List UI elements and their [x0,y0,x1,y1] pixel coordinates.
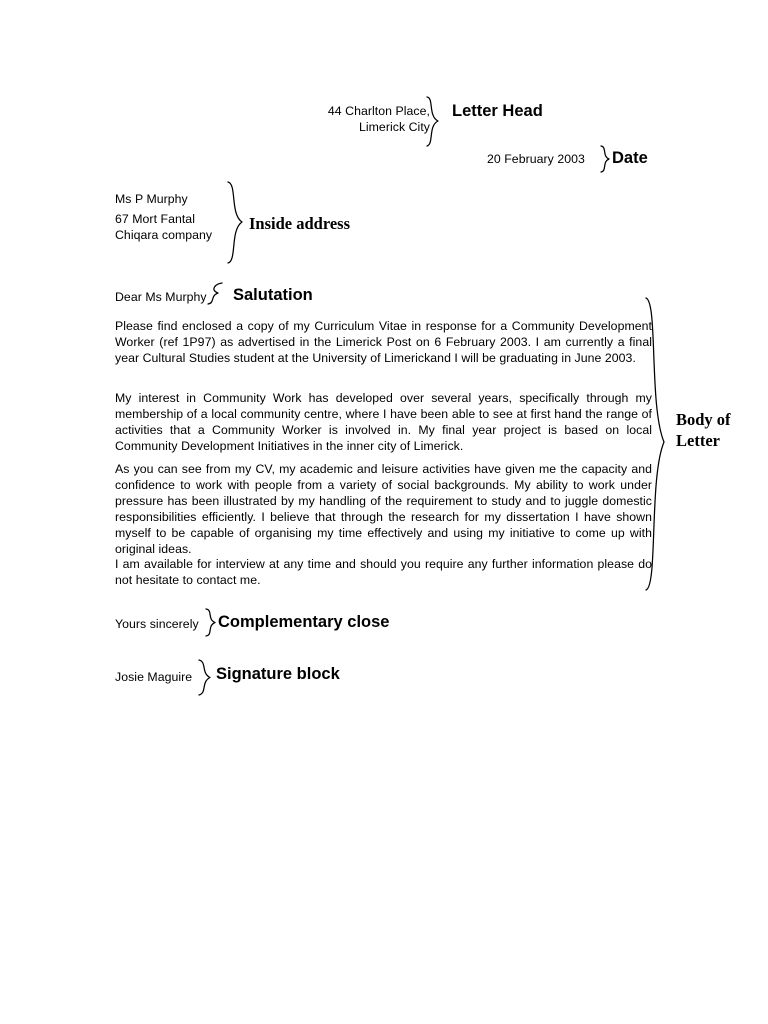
body-paragraph-4: I am available for interview at any time and should you require any further information please do not hesitate to contact me. [115,557,652,587]
annotation-body-of-letter [676,409,731,451]
brace-date-icon [599,145,612,173]
brace-salutation-icon [206,281,228,306]
letter-salutation: Dear Ms Murphy [115,290,207,304]
brace-body-of-letter-icon [640,296,670,592]
annotation-letterhead: Letter Head [452,102,543,120]
body-paragraph-3: As you can see from my CV, my academic and leisure activities have given me the capacity and confidence to work with people from a variety of social backgrounds. My ability to work under pressure has been illustrated by my handling of the requirement to study and to juggle domestic responsibilities efficiently. I believe that through the research for my dissertation I have shown myself to be capable of organising my time effectively and using my initiative to come up with original ideas. [115,462,652,556]
annotation-salutation: Salutation [233,286,313,304]
letter-date: 20 February 2003 [487,152,585,166]
body-paragraph-2: My interest in Community Work has developed over several years, specifically through my membership of a local community centre, where I have been able to see at first hand the range of activities that a Community Worker is involved in. My final year project is based on local Community Development Initiatives in the inner city of Limerick. [115,391,652,453]
brace-letterhead-icon [424,96,444,148]
signature-text: Josie Maguire [115,670,193,684]
inside-address-line-3: Chiqara company [115,228,213,242]
annotation-date: Date [612,149,648,167]
complementary-close-text: Yours sincerely [115,617,199,631]
inside-address-line-1: Ms P Murphy [115,192,188,206]
letterhead-line-2: Limerick City [358,120,430,134]
annotation-body-line-1: Body of [676,410,731,429]
brace-complementary-close-icon [204,608,218,637]
letterhead-address [318,103,430,135]
inside-address-line-2: 67 Mort Fantal [115,212,195,226]
letterhead-line-1: 44 Charlton Place, [327,104,430,118]
annotation-inside-address: Inside address [249,214,351,233]
annotation-body-line-2: Letter [676,431,720,450]
brace-signature-block-icon [196,659,214,696]
annotation-complementary-close: Complementary close [218,613,390,631]
body-paragraph-1: Please find enclosed a copy of my Curriculum Vitae in response for a Community Development Worker (ref 1P97) as advertised in the Limerick Post on 6 February 2003. I am currently a final year Cultural Studies student at the University of Limerickand I will be graduating in June 2003. [115,319,652,365]
brace-inside-address-icon [224,181,248,265]
annotation-signature-block: Signature block [216,665,340,683]
